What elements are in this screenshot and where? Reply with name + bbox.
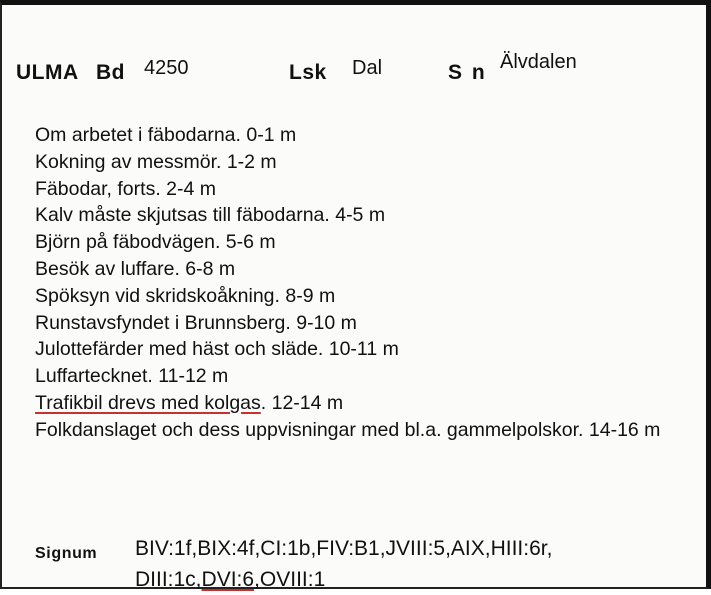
list-item: Folkdanslaget och dess uppvisningar med bl.a. gammelpolskor. 14-16 m <box>35 418 661 441</box>
underlined-title: Trafikbil drevs med kolgas <box>35 391 261 414</box>
list-item: Luffartecknet. 11-12 m <box>35 365 229 388</box>
signum-codes-line1: BIV:1f,BIX:4f,CI:1b,FIV:B1,JVIII:5,AIX,HIII:6r, <box>135 537 553 560</box>
list-item: Julottefärder med häst och släde. 10-11 m <box>35 338 399 361</box>
list-item: Om arbetet i fäbodarna. 0-1 m <box>35 124 297 146</box>
list-item: Spöksyn vid skridskoåkning. 8-9 m <box>35 284 336 307</box>
lsk-value: Dal <box>352 57 383 79</box>
list-item: Björn på fäbodvägen. 5-6 m <box>35 231 276 254</box>
signum-label: Signum <box>35 545 98 562</box>
entry-time: . 12-14 m <box>260 391 344 414</box>
signum-codes <box>135 533 695 595</box>
lsk-label: Lsk <box>289 61 327 84</box>
list-item: Besök av luffare. 6-8 m <box>35 257 236 280</box>
signum-code-underlined: DVI:6 <box>201 568 255 591</box>
card-header <box>16 51 706 91</box>
sn-value: Älvdalen <box>500 51 577 73</box>
list-item: Runstavsfyndet i Brunnsberg. 9-10 m <box>35 311 357 334</box>
content-list <box>35 122 695 444</box>
list-item-underlined <box>35 390 695 417</box>
bd-label: Bd <box>96 61 125 84</box>
bd-value: 4250 <box>144 57 189 79</box>
list-item: Kalv måste skjutsas till fäbodarna. 4-5 m <box>35 204 386 227</box>
signum-codes-line2a: DIII:1c, <box>135 568 202 591</box>
signum-codes-line2b: ,OVIII:1 <box>254 568 326 591</box>
archive-label: ULMA <box>16 61 79 84</box>
list-item: Kokning av messmör. 1-2 m <box>35 150 277 173</box>
list-item: Fäbodar, forts. 2-4 m <box>35 177 216 200</box>
sn-label: S n <box>448 61 487 84</box>
